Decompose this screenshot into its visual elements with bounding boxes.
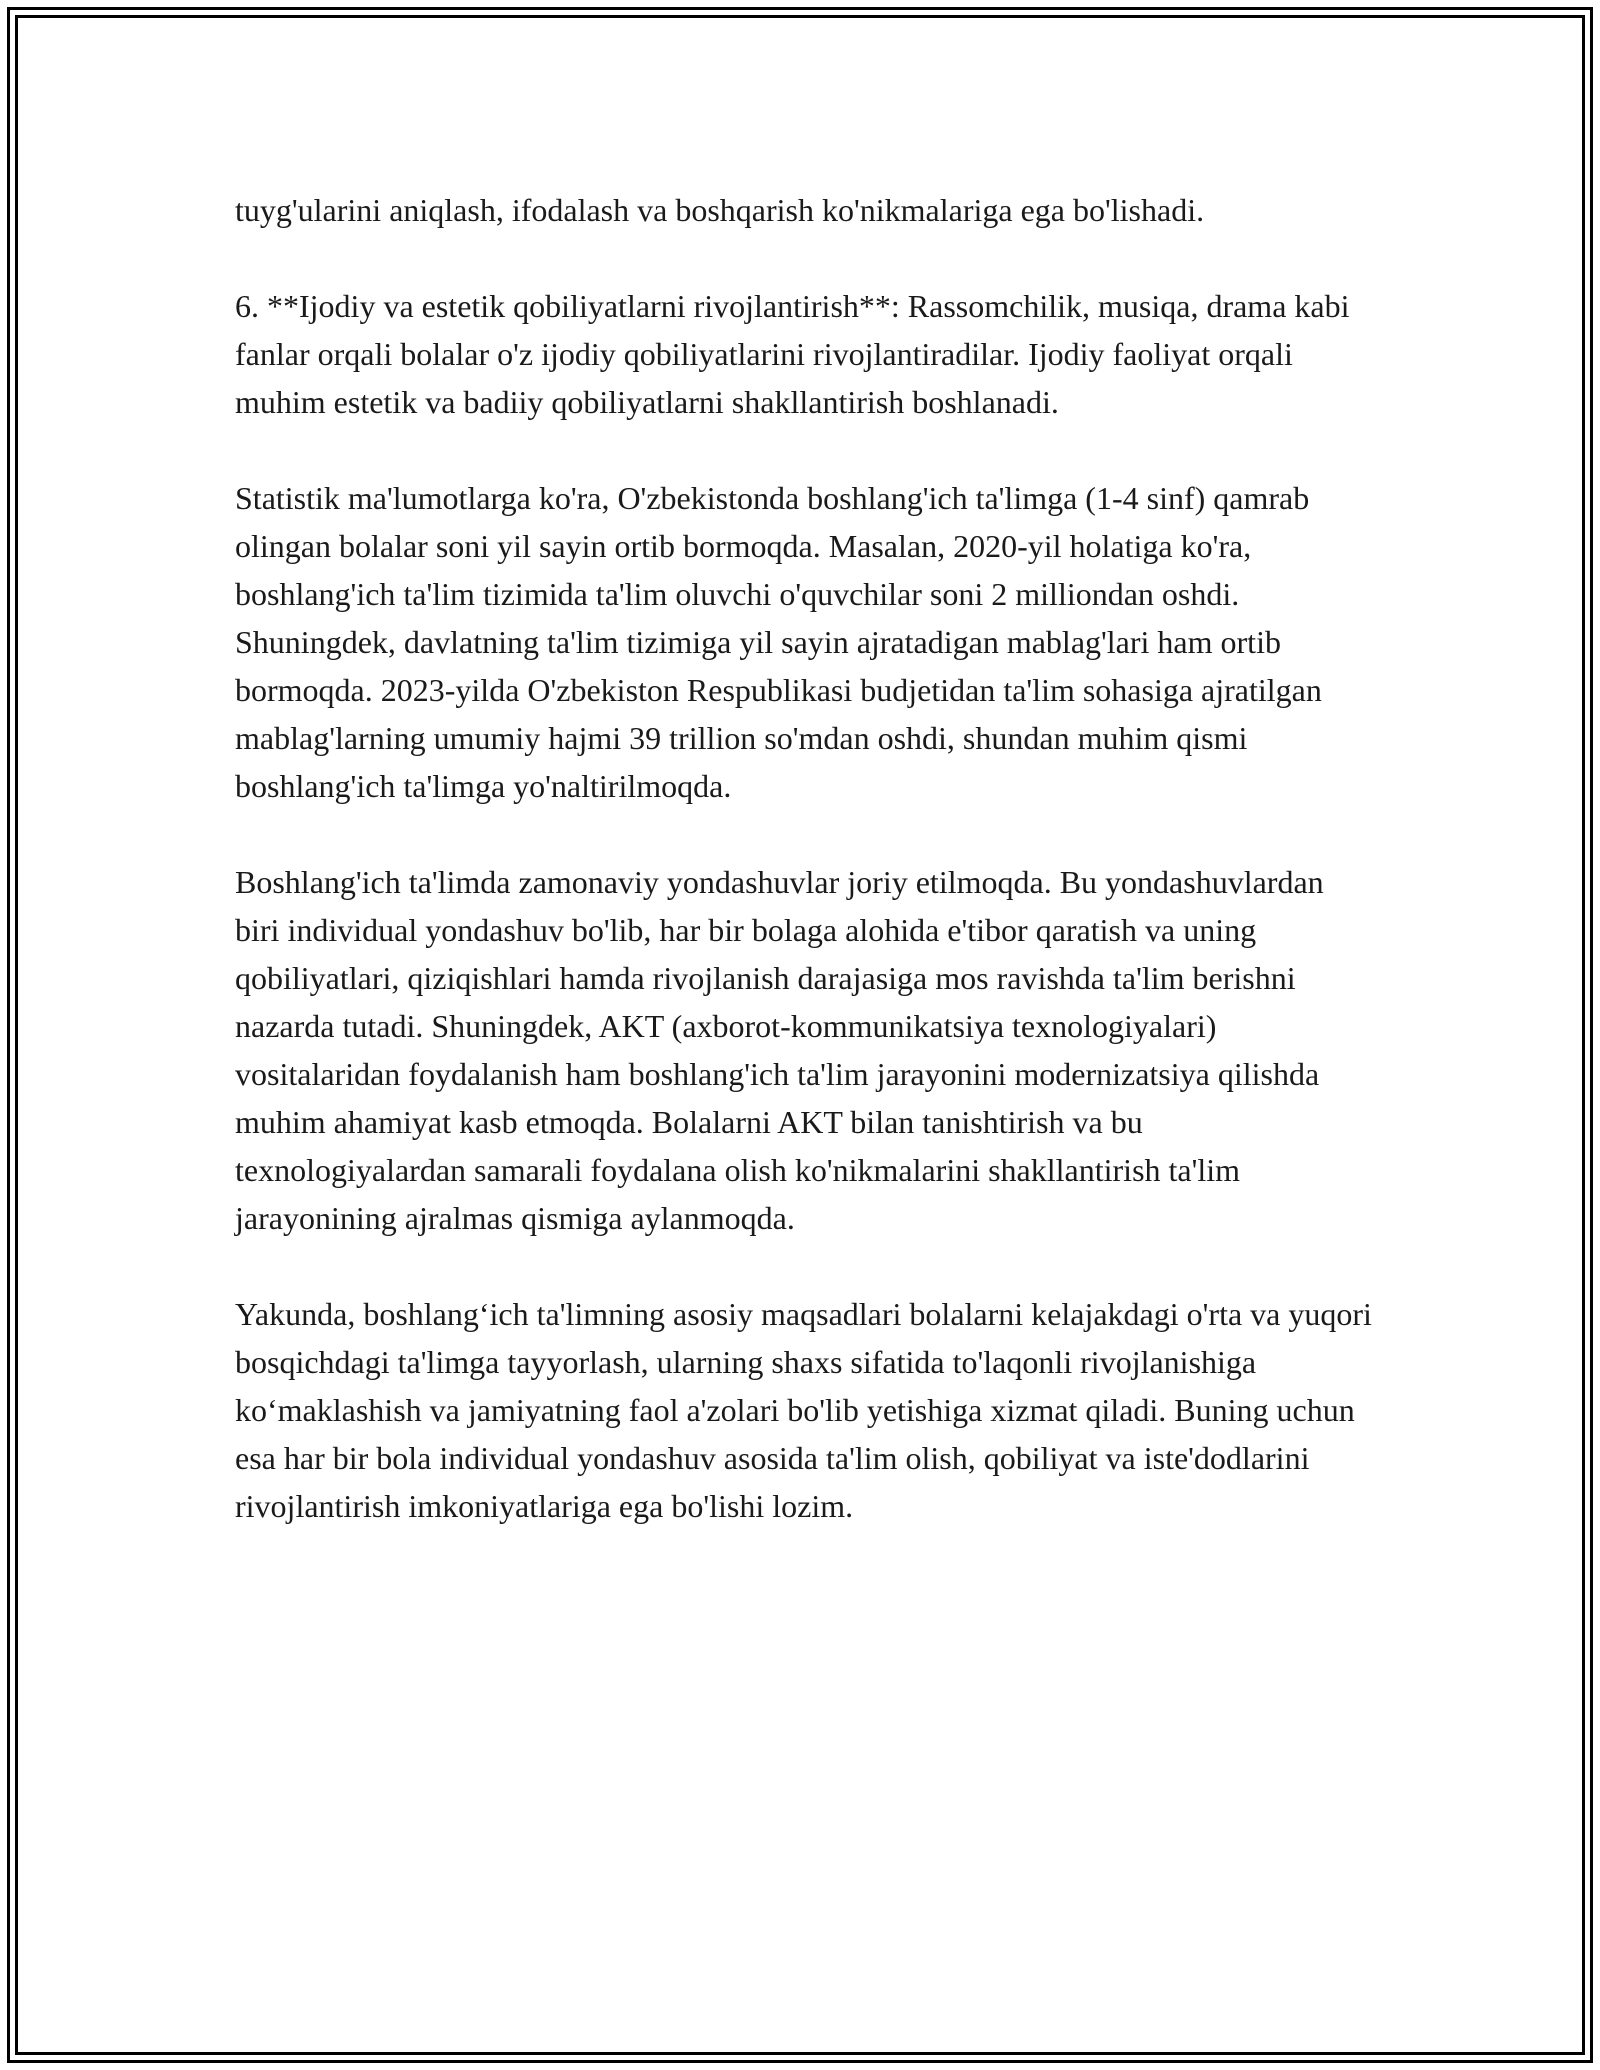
paragraph-emotional-skills: tuyg'ularini aniqlash, ifodalash va boshqarish ko'nikmalariga ega bo'lishadi. <box>235 192 1205 228</box>
document-body <box>235 186 1375 1578</box>
paragraph-conclusion: Yakunda, boshlang‘ich ta'limning asosiy maqsadlari bolalarni kelajakdagi o'rta va yuqori bosqichdagi ta'limga tayyorlash, ularning shaxs sifatida to'laqonli rivojlanishiga ko‘maklashish va jamiyatning faol a'zolari bo'lib yetishiga xizmat qiladi. Buning uchun esa har bir bola individual yondashuv asosida ta'lim olish, qobiliyat va iste'dodlarini rivojlantirish imkoniyatlariga ega bo'lishi lozim. <box>235 1296 1372 1524</box>
paragraph-creative-abilities: 6. **Ijodiy va estetik qobiliyatlarni rivojlantirish**: Rassomchilik, musiqa, drama kabi fanlar orqali bolalar o'z ijodiy qobiliyatlarini rivojlantiradilar. Ijodiy faoliyat orqali muhim estetik va badiiy qobiliyatlarni shakllantirish boshlanadi. <box>235 288 1350 420</box>
paragraph-statistics: Statistik ma'lumotlarga ko'ra, O'zbekistonda boshlang'ich ta'limga (1-4 sinf) qamrab olingan bolalar soni yil sayin ortib bormoqda. Masalan, 2020-yil holatiga ko'ra, boshlang'ich ta'lim tizimida ta'lim oluvchi o'quvchilar soni 2 milliondan oshdi. Shuningdek, davlatning ta'lim tizimiga yil sayin ajratadigan mablag'lari ham ortib bormoqda. 2023-yilda O'zbekiston Respublikasi budjetidan ta'lim sohasiga ajratilgan mablag'larning umumiy hajmi 39 trillion so'mdan oshdi, shundan muhim qismi boshlang'ich ta'limga yo'naltirilmoqda. <box>235 480 1322 804</box>
paragraph-modern-approaches: Boshlang'ich ta'limda zamonaviy yondashuvlar joriy etilmoqda. Bu yondashuvlardan biri individual yondashuv bo'lib, har bir bolaga alohida e'tibor qaratish va uning qobiliyatlari, qiziqishlari hamda rivojlanish darajasiga mos ravishda ta'lim berishni nazarda tutadi. Shuningdek, AKT (axborot-kommunikatsiya texnologiyalari) vositalaridan foydalanish ham boshlang'ich ta'lim jarayonini modernizatsiya qilishda muhim ahamiyat kasb etmoqda. Bolalarni AKT bilan tanishtirish va bu texnologiyalardan samarali foydalana olish ko'nikmalarini shakllantirish ta'lim jarayonining ajralmas qismiga aylanmoqda. <box>235 864 1324 1236</box>
